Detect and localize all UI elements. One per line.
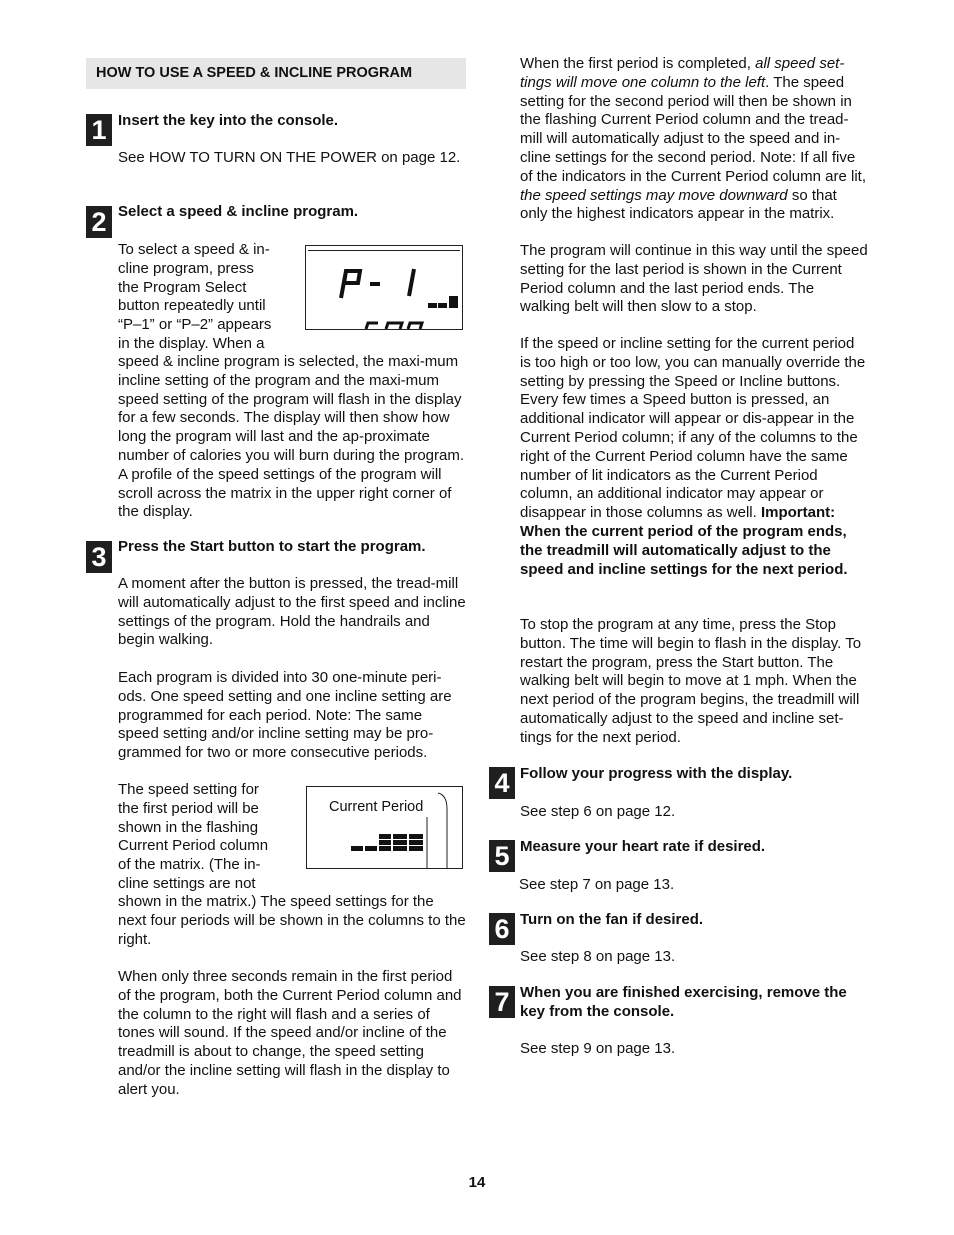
step-3-para-2: Each program is divided into 30 one-minute peri-ods. One speed setting and one incline setting are programmed for each period. Note: The same speed setting and/or incline setting may be pro-grammed for two or more consecutive periods. [118, 669, 452, 762]
wrap-line: “P–1” or “P–2” appears [118, 316, 272, 334]
step-3-wrap-text [118, 781, 303, 894]
current-period-illustration [306, 786, 463, 869]
step-number-6: 6 [489, 913, 515, 945]
wrap-line: the Program Select [118, 278, 247, 296]
step-2-wrap-text [118, 241, 303, 354]
text-run: so that only the highest indicators appear in the matrix. [520, 186, 837, 223]
wrap-line: button repeatedly until [118, 297, 266, 315]
step-6-text: See step 8 on page 13. [520, 948, 676, 965]
wrap-line: cline program, press [118, 259, 254, 277]
step-7-text: See step 9 on page 13. [520, 1040, 676, 1057]
step-6-title: Turn on the fan if desired. [520, 911, 704, 928]
step-number-4: 4 [489, 767, 515, 799]
step-3-para-1: A moment after the button is pressed, the tread-mill will automatically adjust to the first speed and incline settings of the program. Hold the handrails and begin walking. [118, 575, 466, 649]
page-number: 14 [468, 1174, 486, 1191]
text-run: . The speed setting for the second period will then be shown in the flashing Current Period column and the tread-mill will automatically adjust to the speed and in-cline settings for the second period. Note: If all five of the indicators in the Current Period column are lit, [520, 73, 867, 185]
step-2-continuation: speed & incline program is selected, the maxi-mum incline setting of the program and the maxi-mum speed setting of the program will flash in the display for a few seconds. The display will then show how long the program will last and the ap-proximate number of calories you will burn during the program. A profile of the speed settings of the program will scroll across the matrix in the upper right corner of the display. [118, 353, 465, 521]
step-4-title: Follow your progress with the display. [520, 765, 793, 782]
step-5-title: Measure your heart rate if desired. [520, 838, 766, 855]
step-7-title: When you are finished exercising, remove the key from the console. [520, 984, 847, 1020]
period-matrix [307, 787, 462, 868]
wrap-line: in the display. When a [118, 334, 265, 352]
step-number-2: 2 [86, 206, 112, 238]
italic-run: the speed settings may move downward [520, 186, 788, 204]
italic-run: all speed set-tings will move one column to the left [520, 55, 845, 91]
step-3-para-3: When only three seconds remain in the first period of the program, both the Current Period column and the column to the right will flash and a series of tones will sound. If the speed and/or incline of the treadmill is about to change, the speed setting and/or the incline setting will flash in the display to alert you. [118, 968, 462, 1098]
wrap-line: cline settings are not [118, 874, 256, 892]
right-para-2: The program will continue in this way until the speed setting for the last period is shown in the Current Period column and the last period ends. The walking belt will then slow to a stop. [520, 242, 868, 316]
step-5-text: See step 7 on page 13. [519, 876, 675, 893]
step-1-title: Insert the key into the console. [118, 112, 339, 129]
text-run: When the first period is completed, [520, 55, 756, 72]
step-number-7: 7 [489, 986, 515, 1018]
important-note: Important: When the current period of the program ends, the treadmill will automatically adjust to the speed and incline settings for the next period. [520, 504, 848, 578]
text-run: If the speed or incline setting for the current period is too high or too low, you can manually override the setting by pressing the Speed or Incline buttons. Every few times a Speed button is pressed, an additional indicator will appear or dis-appear in the Current Period column; if any of the columns to the right of the Current Period column have the same number of lit indicators as the Current Period column, an additional indicator may appear or disappear in those columns as well. [520, 335, 866, 522]
program-display-illustration [305, 245, 463, 330]
step-4-text: See step 6 on page 12. [520, 803, 676, 820]
wrap-line: To select a speed & in- [118, 241, 270, 258]
wrap-line: the first period will be [118, 799, 259, 817]
right-para-3 [520, 335, 868, 579]
current-period-label: Current Period [329, 799, 424, 815]
section-title: HOW TO USE A SPEED & INCLINE PROGRAM [86, 58, 466, 89]
wrap-line: of the matrix. (The in- [118, 856, 261, 874]
right-para-1 [520, 55, 868, 224]
wrap-line: Current Period column [118, 837, 269, 855]
step-3-continuation: shown in the matrix.) The speed settings for the next four periods will be shown in the columns to the right. [118, 893, 466, 948]
step-1-text: See HOW TO TURN ON THE POWER on page 12. [118, 149, 461, 166]
step-3-title: Press the Start button to start the program. [118, 538, 426, 555]
wrap-line: The speed setting for [118, 781, 259, 798]
right-para-4: To stop the program at any time, press the Stop button. The time will begin to flash in the display. To restart the program, press the Start button. The walking belt will begin to move at 1 mph. When the next period of the program begins, the treadmill will automatically adjust to the speed and incline set-tings for the next period. [520, 616, 862, 746]
wrap-line: shown in the flashing [118, 818, 259, 836]
step-number-5: 5 [489, 840, 515, 872]
segment-display [306, 246, 462, 329]
step-2-title: Select a speed & incline program. [118, 203, 359, 220]
step-number-1: 1 [86, 114, 112, 146]
step-number-3: 3 [86, 541, 112, 573]
